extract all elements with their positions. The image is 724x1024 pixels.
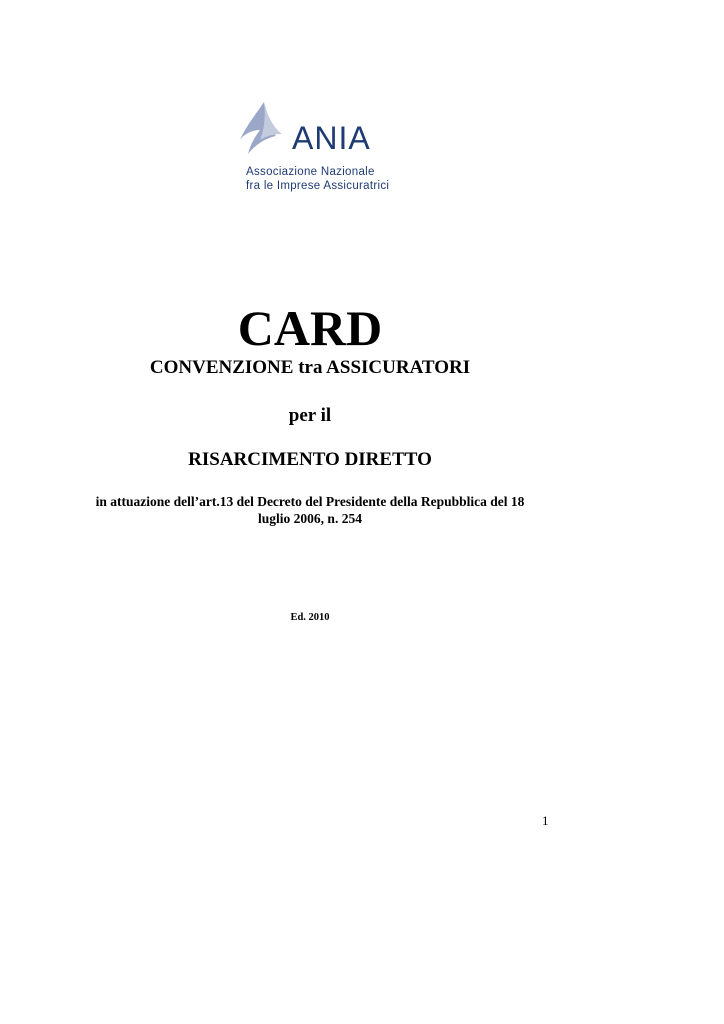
edition-label: Ed. 2010 (290, 612, 330, 623)
logo-wordmark: ANIA (292, 120, 371, 156)
attuazione-line2: luglio 2006, n. 254 (258, 511, 362, 526)
per-il-text: per il (288, 405, 332, 426)
ania-ribbon-icon (234, 100, 286, 162)
document-title: CARD (237, 300, 383, 356)
page-number: 1 (542, 813, 549, 828)
ania-logo (228, 92, 388, 200)
logo-subtitle-line2: fra le Imprese Assicuratrici (246, 180, 390, 192)
risarcimento-heading: RISARCIMENTO DIRETTO (188, 449, 432, 470)
attuazione-paragraph (0, 493, 620, 527)
logo-subtitle-line1: Associazione Nazionale (246, 166, 375, 178)
document-subtitle: CONVENZIONE tra ASSICURATORI (149, 357, 471, 378)
attuazione-line1: in attuazione dell’art.13 del Decreto del Presidente della Repubblica del 18 (95, 494, 525, 509)
